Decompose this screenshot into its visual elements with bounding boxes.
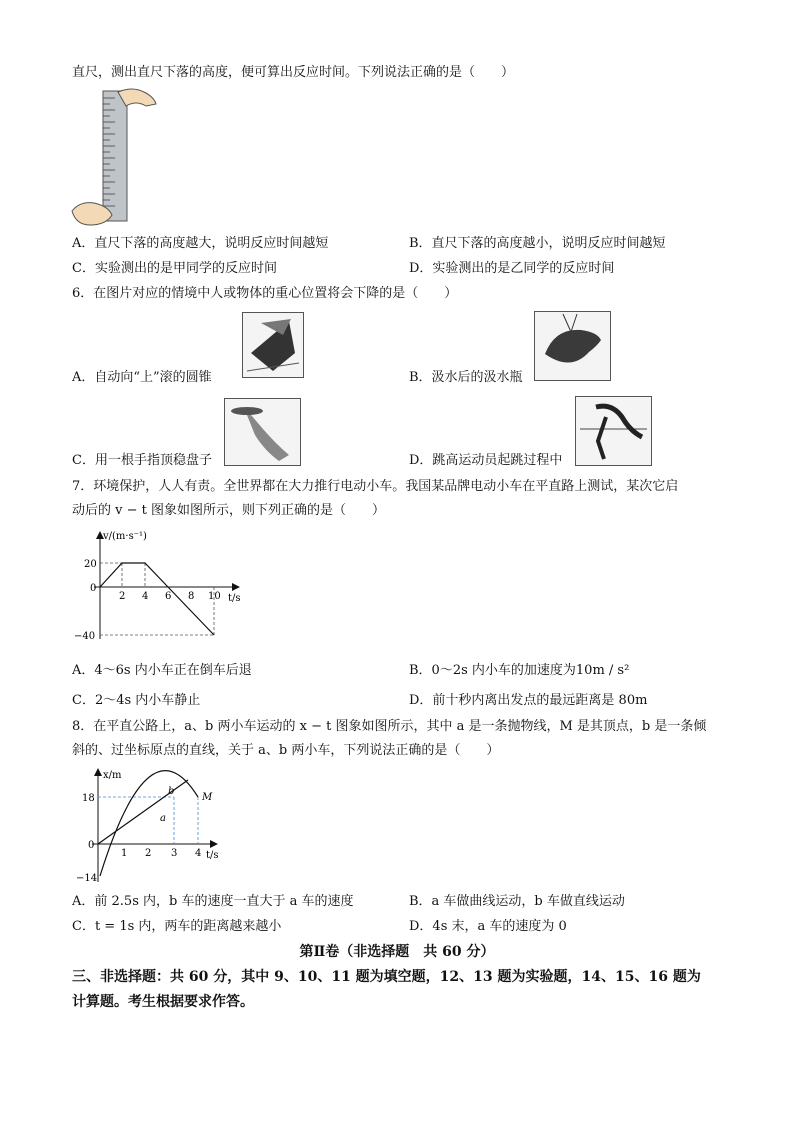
- q8-option-a: A．前 2.5s 内，b 车的速度一直大于 a 车的速度: [72, 894, 354, 909]
- xt-y-axis-label: x/m: [103, 770, 122, 781]
- ruler-illustration: [70, 86, 160, 231]
- q5-option-b: B．直尺下落的高度越小，说明反应时间越短: [409, 236, 666, 251]
- vt-x-tick-2: 2: [119, 591, 126, 602]
- vt-y-axis-label: v/(m·s⁻¹): [103, 531, 147, 542]
- vt-x-tick-8: 8: [188, 591, 195, 602]
- vt-y-tick-neg40: −40: [74, 631, 96, 642]
- q7-option-d: D．前十秒内离出发点的最远距离是 80m: [409, 693, 648, 708]
- vt-y-tick-20: 20: [84, 559, 97, 570]
- vt-x-axis-label: t/s: [228, 593, 241, 604]
- xt-x-tick-1: 1: [121, 848, 128, 859]
- q6-option-a: A．自动向“上”滚的圆锥: [72, 370, 212, 385]
- q7-option-c: C．2～4s 内小车静止: [72, 693, 201, 708]
- xt-y-tick-18: 18: [82, 793, 95, 804]
- q8-stem-line2: 斜的、过坐标原点的直线，关于 a、b 两小车，下列说法正确的是（ ）: [72, 743, 500, 758]
- xt-y-tick-0: 0: [88, 840, 95, 851]
- xt-x-tick-4: 4: [195, 848, 202, 859]
- q8-option-b: B．a 车做曲线运动，b 车做直线运动: [409, 894, 625, 909]
- section-title: 第Ⅱ卷（非选择题 共 60 分）: [299, 944, 495, 960]
- q7-stem-line2: 动后的 v − t 图象如图所示，则下列正确的是（ ）: [72, 503, 385, 518]
- q8-option-d: D．4s 末，a 车的速度为 0: [409, 919, 567, 934]
- q6-stem: 6．在图片对应的情境中人或物体的重心位置将会下降的是（ ）: [72, 286, 458, 301]
- vt-y-tick-0: 0: [90, 583, 97, 594]
- finger-plate-image: [224, 398, 301, 466]
- xt-y-tick-neg14: −14: [76, 873, 98, 884]
- vt-x-tick-6: 6: [165, 591, 172, 602]
- q8-option-c: C．t = 1s 内，两车的距离越来越小: [72, 919, 282, 934]
- xt-line-label-b: b: [168, 786, 175, 797]
- vt-x-tick-4: 4: [142, 591, 149, 602]
- xt-graph: [70, 766, 230, 886]
- q5-option-d: D．实验测出的是乙同学的反应时间: [409, 261, 615, 276]
- q5-option-c: C．实验测出的是甲同学的反应时间: [72, 261, 277, 276]
- vt-x-tick-10: 10: [208, 591, 221, 602]
- xt-x-tick-2: 2: [145, 848, 152, 859]
- water-bottle-image: [534, 311, 611, 381]
- high-jumper-image: [575, 396, 652, 466]
- rolling-cone-image: [242, 312, 304, 378]
- q7-stem-line1: 7．环境保护，人人有责。全世界都在大力推行电动小车。我国某品牌电动小车在平直路上测试，某次它启: [72, 479, 679, 494]
- q6-option-c: C．用一根手指顶稳盘子: [72, 453, 212, 468]
- xt-x-tick-3: 3: [171, 848, 178, 859]
- q5-stem: 直尺，测出直尺下落的高度，便可算出反应时间。下列说法正确的是（ ）: [72, 65, 515, 80]
- q6-option-d: D．跳高运动员起跳过程中: [409, 453, 563, 468]
- section-instructions-line2: 计算题。考生根据要求作答。: [72, 994, 254, 1010]
- xt-curve-label-a: a: [160, 813, 166, 824]
- q8-stem-line1: 8．在平直公路上，a、b 两小车运动的 x − t 图象如图所示，其中 a 是一条抛物线，M 是其顶点，b 是一条倾: [72, 719, 707, 734]
- q6-option-b: B．汲水后的汲水瓶: [409, 370, 523, 385]
- section-instructions-line1: 三、非选择题：共 60 分，其中 9、10、11 题为填空题，12、13 题为实验题，14、15、16 题为: [72, 969, 701, 985]
- q7-option-b: B．0～2s 内小车的加速度为10m / s²: [409, 663, 630, 678]
- xt-x-axis-label: t/s: [206, 850, 219, 861]
- vt-graph: [70, 527, 260, 647]
- q5-option-a: A．直尺下落的高度越大，说明反应时间越短: [72, 236, 329, 251]
- xt-vertex-label-m: M: [202, 792, 213, 803]
- q7-option-a: A．4～6s 内小车正在倒车后退: [72, 663, 252, 678]
